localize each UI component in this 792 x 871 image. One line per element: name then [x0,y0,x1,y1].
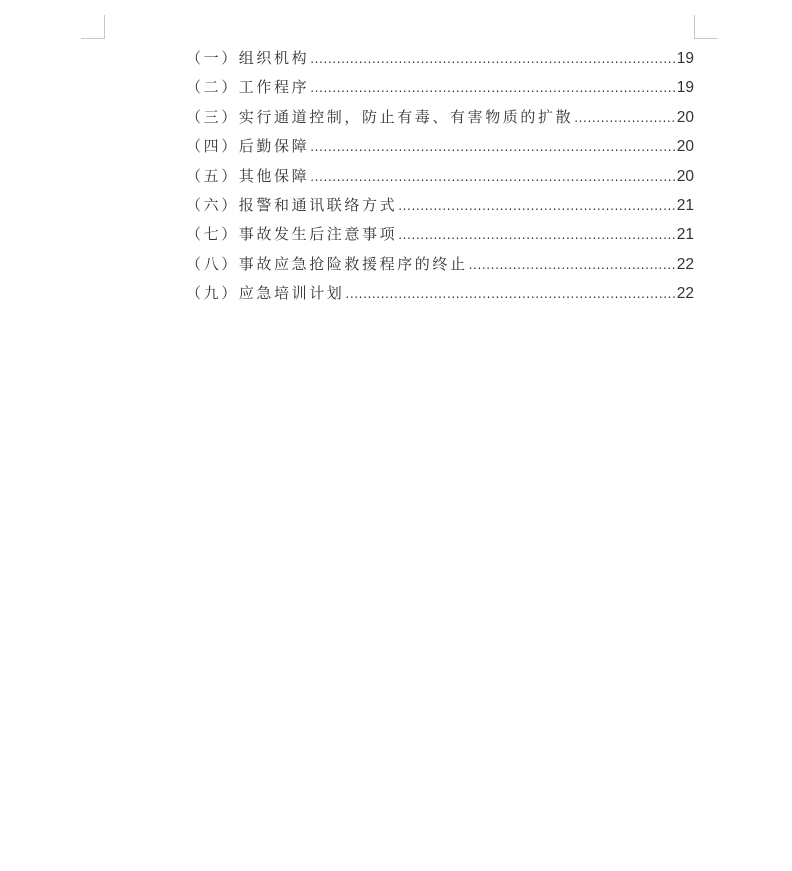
toc-entry-label: （九）应急培训计划 [186,284,345,303]
toc-entry[interactable] [186,279,694,308]
toc-page-number: 22 [676,255,694,273]
toc-page-number: 21 [676,196,694,214]
toc-page-number: 20 [676,108,694,126]
crop-mark-top-right [694,15,695,39]
toc-dot-leader [345,280,675,309]
crop-mark-top-left [81,38,105,39]
toc-dot-leader [310,163,676,192]
toc-entry-label: （二）工作程序 [186,78,310,97]
table-of-contents [186,44,694,309]
toc-page-number: 21 [676,226,694,244]
toc-entry-label: （六）报警和通讯联络方式 [186,195,398,214]
toc-dot-leader [310,133,676,162]
toc-entry[interactable] [186,132,694,161]
toc-page-number: 19 [676,50,694,67]
toc-dot-leader [398,221,676,250]
toc-page-number: 20 [676,167,694,185]
crop-mark-top-right [694,38,718,39]
toc-entry[interactable] [186,191,694,220]
toc-dot-leader [398,192,676,221]
toc-entry-label: （四）后勤保障 [186,137,310,156]
toc-dot-leader [574,104,676,133]
toc-entry[interactable] [186,220,694,249]
toc-entry-label: （五）其他保障 [186,166,310,185]
toc-dot-leader [469,251,676,280]
toc-dot-leader [310,45,676,74]
toc-entry-label: （七）事故发生后注意事项 [186,225,398,244]
toc-page-number: 19 [676,79,694,97]
crop-mark-top-left [104,15,105,39]
toc-entry[interactable] [186,103,694,132]
toc-entry-label: （三）实行通道控制，防止有毒、有害物质的扩散 [186,107,574,126]
toc-dot-leader [310,74,676,103]
toc-entry[interactable] [186,250,694,279]
toc-entry[interactable] [186,44,694,73]
toc-entry[interactable] [186,162,694,191]
toc-page-number: 20 [676,138,694,156]
toc-entry-label: （八）事故应急抢险救援程序的终止 [186,254,468,273]
toc-entry[interactable] [186,73,694,102]
toc-entry-label: （一）组织机构 [186,49,310,67]
toc-page-number: 22 [676,285,694,303]
